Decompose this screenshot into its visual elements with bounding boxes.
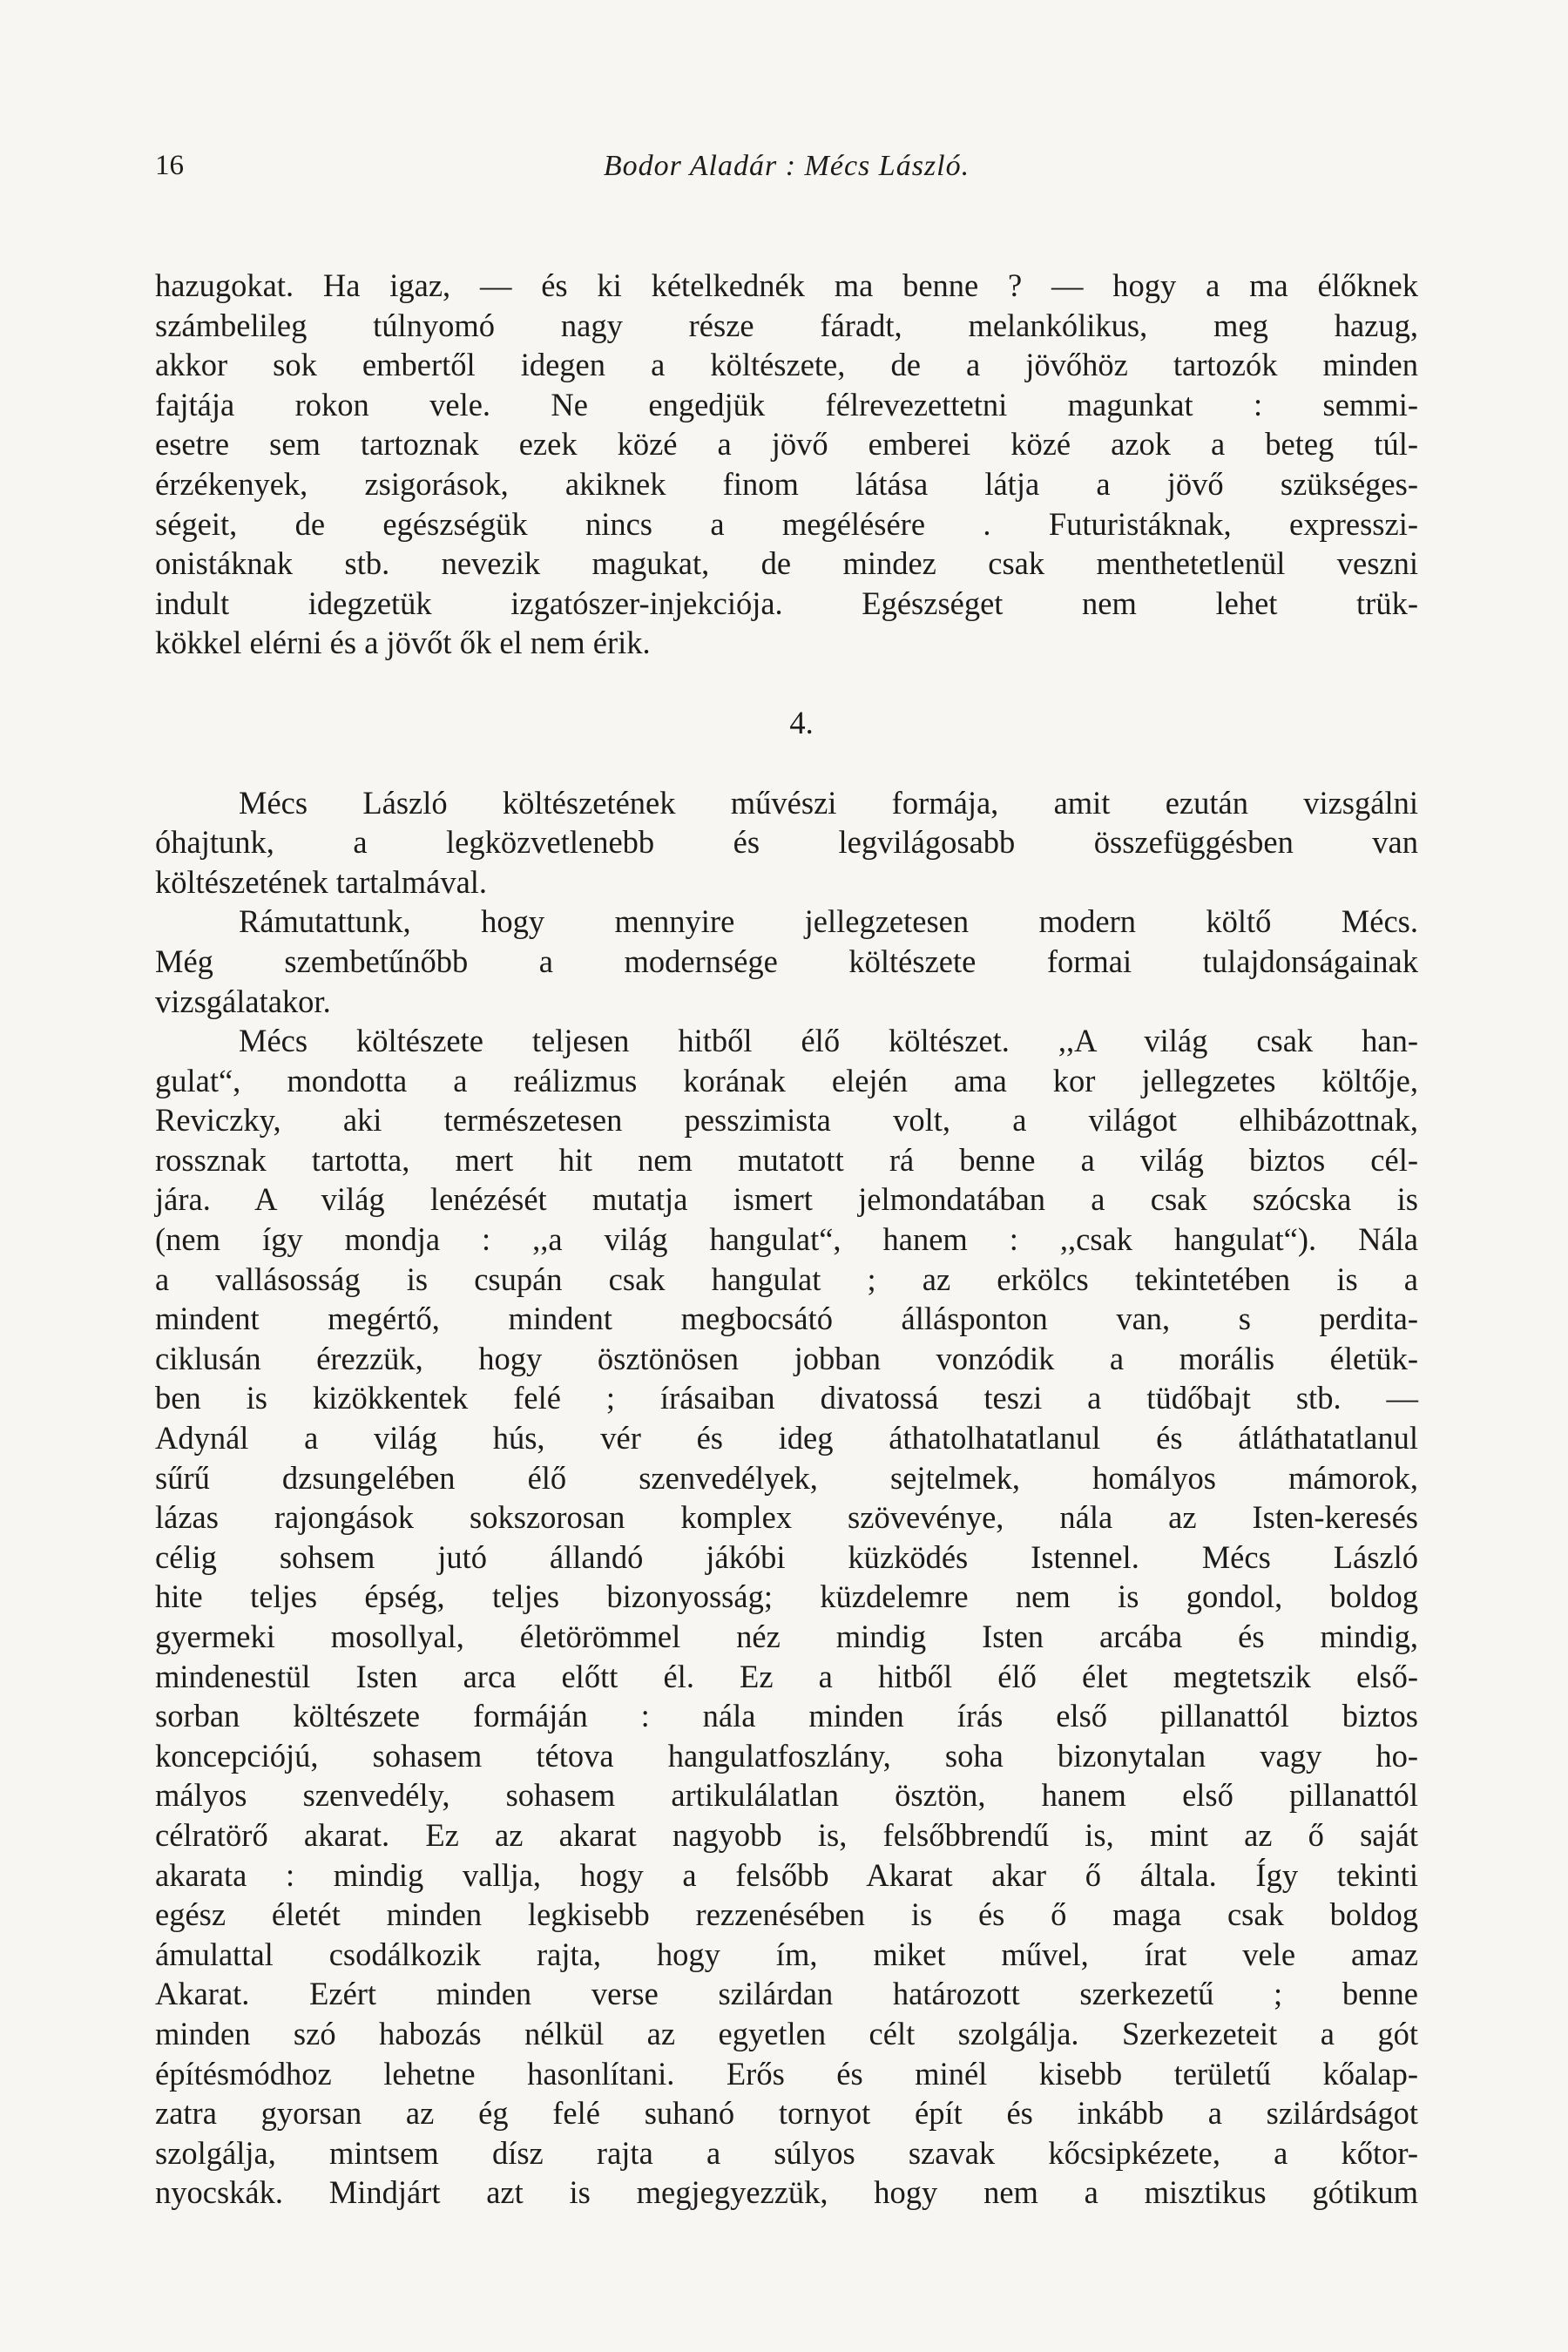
text-line: fajtája rokon vele. Ne engedjük félrevezettetni magunkat : semmi-	[155, 386, 1418, 422]
text-line: (nem így mondja : ,,a világ hangulat“, hanem : ,,csak hangulat“). Nála	[155, 1221, 1418, 1258]
text-line: indult idegzetük izgatószer-injekciója. Egészséget nem lehet trük-	[155, 585, 1418, 621]
text-line: Mécs költészete teljesen hitből élő költészet. ,,A világ csak han-	[239, 1023, 1418, 1059]
text-line: Adynál a világ hús, vér és ideg áthatolhatatlanul és átláthatatlanul	[155, 1420, 1418, 1456]
text-line: esetre sem tartoznak ezek közé a jövő emberei közé azok a beteg túl-	[155, 426, 1418, 463]
text-line: akkor sok embertől idegen a költészete, de a jövőhöz tartozók minden	[155, 347, 1418, 383]
text-line: lázas rajongások sokszorosan komplex szövevénye, nála az Isten-keresés	[155, 1499, 1418, 1536]
text-line: akarata : mindig vallja, hogy a felsőbb Akarat akar ő általa. Így tekinti	[155, 1856, 1418, 1893]
text-line: hazugokat. Ha igaz, — és ki kételkednék ma benne ? — hogy a ma élőknek	[155, 267, 1418, 303]
running-head	[155, 150, 1418, 193]
paragraph-faith	[155, 1021, 1418, 2213]
text-line: mindenestül Isten arca előtt él. Ez a hitből élő élet megtetszik első-	[155, 1658, 1418, 1694]
text-line: jára. A világ lenézését mutatja ismert jelmondatában a csak szócska is	[155, 1181, 1418, 1218]
text-line: zatra gyorsan az ég felé suhanó tornyot épít és inkább a szilárdságot	[155, 2095, 1418, 2132]
text-line: vizsgálatakor.	[155, 983, 331, 1019]
text-line: érzékenyek, zsigorások, akiknek finom látása látja a jövő szükséges-	[155, 465, 1418, 502]
body-text	[155, 266, 1418, 2213]
text-line: koncepciójú, sohasem tétova hangulatfoszlány, soha bizonytalan vagy ho-	[155, 1737, 1418, 1774]
text-line: sűrű dzsungelében élő szenvedélyek, sejtelmek, homályos mámorok,	[155, 1459, 1418, 1496]
text-line: mindent megértő, mindent megbocsátó állásponton van, s perdita-	[155, 1301, 1418, 1337]
text-line: egész életét minden legkisebb rezzenésében is és ő maga csak boldog	[155, 1896, 1418, 1933]
text-line: célratörő akarat. Ez az akarat nagyobb is, felsőbbrendű is, mint az ő saját	[155, 1816, 1418, 1853]
page-number: 16	[155, 150, 184, 181]
text-line: Reviczky, aki természetesen pesszimista volt, a világot elhibázottnak,	[155, 1102, 1418, 1139]
text-line: rossznak tartotta, mert hit nem mutatott rá benne a világ biztos cél-	[155, 1141, 1418, 1178]
text-line: kökkel elérni és a jövőt ők el nem érik.	[155, 625, 651, 661]
text-line: szolgálja, mintsem dísz rajta a súlyos szavak kőcsipkézete, a kőtor-	[155, 2134, 1418, 2171]
paragraph-form	[155, 783, 1418, 902]
paragraph-continuation	[155, 266, 1418, 663]
text-line: Rámutattunk, hogy mennyire jellegzetesen modern költő Mécs.	[239, 903, 1418, 940]
text-line: a vallásosság is csupán csak hangulat ; az erkölcs tekintetében is a	[155, 1260, 1418, 1297]
paragraph-modern	[155, 902, 1418, 1021]
text-line: onistáknak stb. nevezik magukat, de mindez csak menthetetlenül veszni	[155, 545, 1418, 582]
text-line: gyermeki mosollyal, életörömmel néz mindig Isten arcába és mindig,	[155, 1619, 1418, 1654]
text-line: óhajtunk, a legközvetlenebb és legvilágosabb összefüggésben van	[155, 824, 1418, 861]
text-line: ségeit, de egészségük nincs a megélésére . Futuristáknak, expresszi-	[155, 505, 1418, 542]
text-line: számbelileg túlnyomó nagy része fáradt, melankólikus, meg hazug,	[155, 307, 1418, 343]
text-line: mályos szenvedély, sohasem artikulálatlan ösztön, hanem első pillanattól	[155, 1777, 1418, 1814]
text-line: Még szembetűnőbb a modernsége költészete formai tulajdonságainak	[155, 943, 1418, 979]
text-line: Mécs László költészetének művészi formája, amit ezután vizsgálni	[239, 784, 1418, 821]
text-line: ciklusán érezzük, hogy ösztönösen jobban vonzódik a morális életük-	[155, 1340, 1418, 1376]
running-title: Bodor Aladár : Mécs László.	[603, 150, 970, 182]
text-line: hite teljes épség, teljes bizonyosság; küzdelemre nem is gondol, boldog	[155, 1578, 1418, 1615]
text-line: Akarat. Ezért minden verse szilárdan határozott szerkezetű ; benne	[155, 1976, 1418, 2012]
text-line: ámulattal csodálkozik rajta, hogy ím, miket művel, írat vele amaz	[155, 1936, 1418, 1972]
text-line: sorban költészete formáján : nála minden írás első pillanattól biztos	[155, 1698, 1418, 1734]
section-number: 4.	[789, 704, 814, 740]
text-line: nyocskák. Mindjárt azt is megjegyezzük, hogy nem a misztikus gótikum	[155, 2174, 1418, 2211]
text-line: ben is kizökkentek felé ; írásaiban divatossá teszi a tüdőbajt stb. —	[155, 1380, 1418, 1416]
text-line: célig sohsem jutó állandó jákóbi küzködés Istennel. Mécs László	[155, 1538, 1418, 1575]
text-line: minden szó habozás nélkül az egyetlen célt szolgálja. Szerkezeteit a gót	[155, 2015, 1418, 2051]
text-line: gulat“, mondotta a reálizmus korának elején ama kor jellegzetes költője,	[155, 1062, 1418, 1098]
text-line: építésmódhoz lehetne hasonlítani. Erős és minél kisebb területű kőalap-	[155, 2055, 1418, 2092]
text-line: költészetének tartalmával.	[155, 863, 488, 900]
